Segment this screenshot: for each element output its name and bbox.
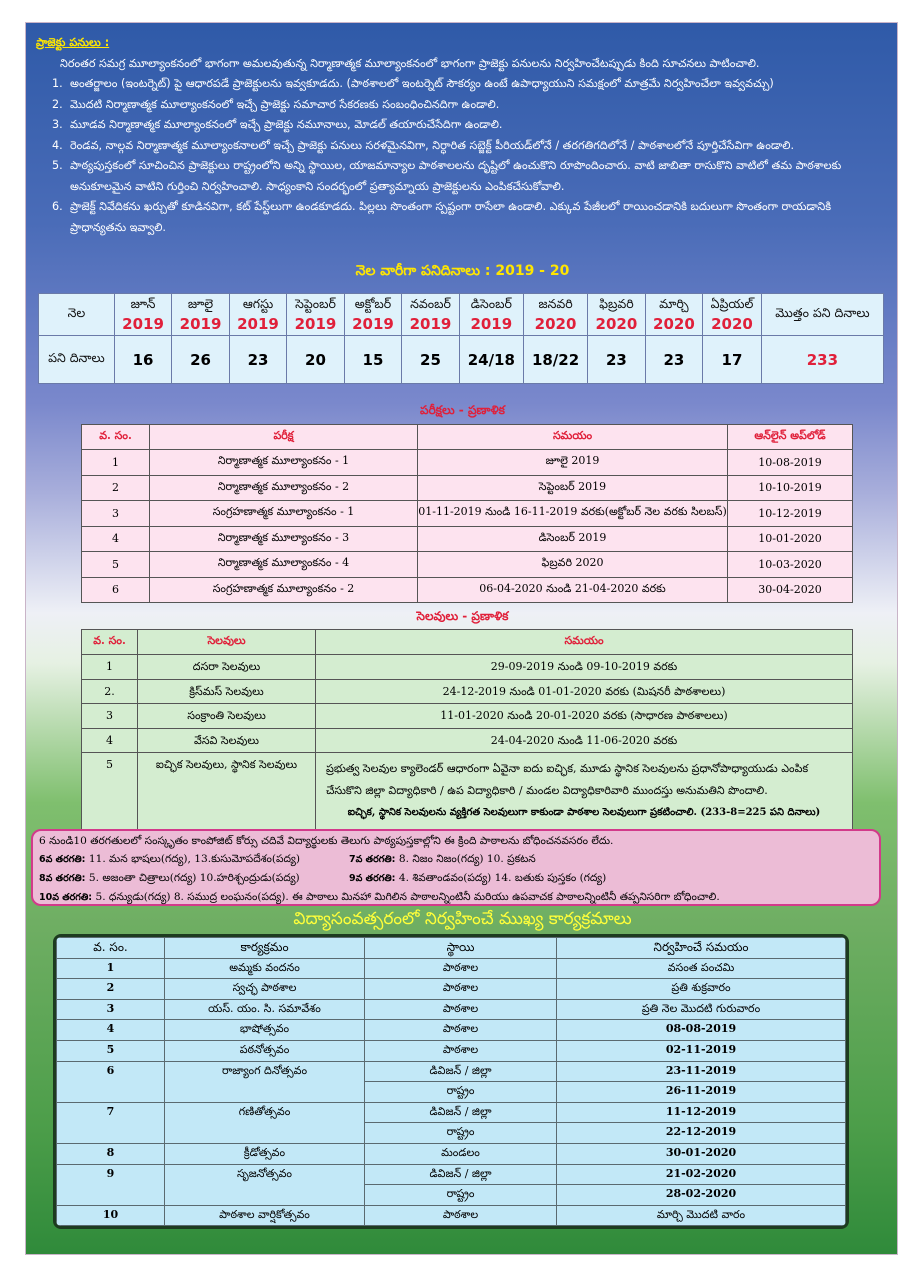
month-name: డిసెంబర్ (470, 296, 512, 311)
exams-header-cell: సమయం (418, 425, 728, 450)
exams-header-cell: పరీక్ష (150, 425, 418, 450)
month-year: 2020 (595, 315, 638, 333)
holidays-table (81, 629, 853, 830)
project-guideline-item (36, 197, 886, 238)
holiday-row (82, 753, 853, 830)
program-level: డివిజన్ / జిల్లా (365, 1164, 557, 1185)
program-number: 3 (57, 999, 165, 1020)
project-guideline-item (36, 156, 886, 197)
exams-header-cell: వ. సం. (82, 425, 150, 450)
program-number: 1 (57, 958, 165, 979)
exam-cell: 6 (82, 577, 150, 603)
workdays-title: నెల వారీగా పనిదినాలు : 2019 - 20 (355, 263, 570, 279)
holidays-header-cell: సమయం (316, 630, 853, 655)
holiday-cell: 5 (82, 753, 138, 830)
class6-lessons: 11. మన భాషలు(గద్య), 13.కుసుమోపదేశం(పద్య) (88, 853, 300, 865)
program-timing: 21-02-2020 (557, 1164, 846, 1185)
month-cell (344, 294, 401, 336)
exam-cell: 01-11-2019 నుండి 16-11-2019 వరకు(అక్టోబర్ నెల వరకు సిలబస్) (418, 501, 728, 527)
program-timing: వసంత పంచమి (557, 958, 846, 979)
holiday-cell: 4 (82, 728, 138, 753)
program-number: 8 (57, 1143, 165, 1164)
holiday-cell: సంక్రాంతి సెలవులు (138, 704, 316, 729)
month-cell (588, 294, 645, 336)
holiday-cell: 24-12-2019 నుండి 01-01-2020 వరకు (మిషనరీ పాఠశాలలు) (316, 679, 853, 704)
item-number: 2. (52, 97, 63, 111)
program-row (57, 1061, 846, 1082)
program-timing: ప్రతి నెల మొదటి గురువారం (557, 999, 846, 1020)
exam-row (82, 526, 853, 552)
month-cell (402, 294, 459, 336)
program-row (57, 1143, 846, 1164)
exam-cell: 10-03-2020 (728, 552, 853, 578)
workdays-value: 16 (114, 336, 171, 384)
exam-cell: 2 (82, 475, 150, 501)
program-level: రాష్ట్రం (365, 1185, 557, 1206)
program-timing: 11-12-2019 (557, 1102, 846, 1123)
class9-label: 9వ తరగతి: (349, 873, 396, 884)
program-timing: ప్రతి శుక్రవారం (557, 979, 846, 1000)
program-number: 4 (57, 1020, 165, 1041)
programs-header-cell: కార్యక్రమం (165, 938, 365, 959)
program-row (57, 1205, 846, 1226)
program-number: 5 (57, 1040, 165, 1061)
program-level: పాఠశాల (365, 979, 557, 1000)
month-year: 2019 (179, 315, 222, 333)
program-row (57, 999, 846, 1020)
program-level: పాఠశాల (365, 1040, 557, 1061)
month-year: 2019 (237, 315, 279, 333)
item-text: అంతర్జాలం (ఇంటర్నెట్) పై ఆధారపడే ప్రాజెక్టులను ఇవ్వకూడదు. (పాఠశాలలో ఇంటర్నెట్ సౌకర్యం ఉంటే ఉపాధ్యాయుని సమక్షంలో మాత్రమే నిర్వహించేలా ఇవ్వవచ్చు) (70, 77, 774, 90)
program-timing: 26-11-2019 (557, 1082, 846, 1103)
holiday-cell: వేసవి సెలవులు (138, 728, 316, 753)
holiday-cell: ఐచ్ఛిక సెలవులు, స్థానిక సెలవులు (138, 753, 316, 830)
exams-header-cell: ఆన్‌లైన్ అప్‌లోడ్ (728, 425, 853, 450)
exams-title: పరీక్షలు - ప్రణాళిక (420, 403, 505, 417)
program-level: డివిజన్ / జిల్లా (365, 1102, 557, 1123)
exams-header-row (82, 425, 853, 450)
workdays-value: 23 (645, 336, 702, 384)
holiday-row (82, 728, 853, 753)
item-text: రెండవ, నాల్గవ నిర్మాణాత్మక మూల్యాంకనాలలో ఇచ్చే ప్రాజెక్టు పనులు సరళమైనవిగా, నిర్ధారిత సబ్జెక్ట్ పీరియడ్‌లోనే / తరగతిగదిలోనే / పాఠశాలలోనే పూర్తిచేసేవిగా ఉండాలి. (70, 138, 795, 152)
program-level: పాఠశాల (365, 958, 557, 979)
sanskrit-note-line: 6 నుండి10 తరగతులలో సంస్కృతం కాంపోజిట్ కోర్సు చదివే విద్యార్థులకు తెలుగు పాఠ్యపుస్తకాల్లోని ఈ క్రింది పాఠాలను బోధించనవసరం లేదు. (39, 835, 614, 847)
workdays-value: 23 (588, 336, 645, 384)
holiday-cell: 29-09-2019 నుండి 09-10-2019 వరకు (316, 655, 853, 680)
workdays-value: 15 (344, 336, 401, 384)
month-year: 2020 (711, 315, 753, 333)
exam-cell: నిర్మాణాత్మక మూల్యాంకనం - 1 (150, 450, 418, 476)
holiday-cell-long (316, 753, 853, 830)
exam-cell: నిర్మాణాత్మక మూల్యాంకనం - 4 (150, 552, 418, 578)
item-number: 6. (52, 200, 63, 213)
month-cell (229, 294, 286, 336)
holidays-header-cell: వ. సం. (82, 630, 138, 655)
program-name: సృజనోత్సవం (165, 1164, 365, 1205)
month-header: నెల (39, 294, 115, 336)
program-row (57, 1102, 846, 1123)
month-name: ఏప్రియల్ (710, 296, 754, 311)
project-guidelines-list (36, 74, 886, 238)
month-cell (645, 294, 702, 336)
project-work-heading: ప్రాజెక్టు పనులు : (36, 36, 110, 49)
month-name: జనవరి (538, 296, 573, 311)
month-year: 2020 (534, 315, 577, 333)
program-timing: 28-02-2020 (557, 1185, 846, 1206)
holiday-cell: క్రిస్‌మస్ సెలవులు (138, 679, 316, 704)
month-name: సెప్టెంబర్ (295, 296, 336, 311)
exam-cell: జూలై 2019 (418, 450, 728, 476)
class6-label: 6వ తరగతి: (39, 854, 86, 865)
project-work-section (36, 33, 886, 238)
exam-row (82, 475, 853, 501)
program-level: పాఠశాల (365, 1205, 557, 1226)
program-name: గణితోత్సవం (165, 1102, 365, 1143)
program-timing: 30-01-2020 (557, 1143, 846, 1164)
program-name: క్రీడోత్సవం (165, 1143, 365, 1164)
exam-row (82, 501, 853, 527)
class8-lessons: 5. అజంతా చిత్రాలు(గద్య) 10.హరిశ్చంద్రుడు(పద్య) (88, 872, 300, 884)
program-timing: మార్చి మొదటి వారం (557, 1205, 846, 1226)
program-level: రాష్ట్రం (365, 1082, 557, 1103)
program-level: మండలం (365, 1143, 557, 1164)
exam-row (82, 450, 853, 476)
holiday-cell: 1 (82, 655, 138, 680)
holiday-cell: 24-04-2020 నుండి 11-06-2020 వరకు (316, 728, 853, 753)
exam-cell: నిర్మాణాత్మక మూల్యాంకనం - 3 (150, 526, 418, 552)
exam-cell: ఫిబ్రవరి 2020 (418, 552, 728, 578)
month-name: జూన్ (130, 296, 156, 311)
month-name: మార్చి (659, 296, 689, 311)
program-timing: 22-12-2019 (557, 1123, 846, 1144)
holiday-cell: 11-01-2020 నుండి 20-01-2020 వరకు (సాధారణ పాఠశాలలు) (316, 704, 853, 729)
programs-header-cell: నిర్వహించే సమయం (557, 938, 846, 959)
workdays-table (38, 293, 884, 384)
holiday-row (82, 655, 853, 680)
exam-row (82, 577, 853, 603)
exam-cell: డిసెంబర్ 2019 (418, 526, 728, 552)
exam-cell: 4 (82, 526, 150, 552)
program-row (57, 958, 846, 979)
item-number: 4. (52, 138, 63, 152)
month-cell (114, 294, 171, 336)
workdays-value: 23 (229, 336, 286, 384)
project-work-intro: నిరంతర సమగ్ర మూల్యాంకనంలో భాగంగా అమలవుతున్న నిర్మాణాత్మక మూల్యాంకనంలో భాగంగా ప్రాజెక్టు పనులను నిర్వహించేటప్పుడు కింది సూచనలు పాటించాలి. (60, 56, 760, 70)
total-header: మొత్తం పని దినాలు (761, 294, 883, 336)
holiday-cell: దసరా సెలవులు (138, 655, 316, 680)
exam-cell: సంగ్రహణాత్మక మూల్యాంకనం - 2 (150, 577, 418, 603)
class7-label: 7వ తరగతి: (349, 854, 396, 865)
class9-lessons: 4. శివతాండవం(పద్య) 14. బతుకు పుస్తకం (గద్య) (398, 872, 607, 884)
program-number: 6 (57, 1061, 165, 1102)
month-cell (703, 294, 762, 336)
workdays-value: 17 (703, 336, 762, 384)
project-guideline-item (36, 115, 886, 136)
project-guideline-item (36, 136, 886, 157)
programs-header-row (57, 938, 846, 959)
workdays-row-label: పని దినాలు (39, 336, 115, 384)
workdays-value: 24/18 (459, 336, 523, 384)
item-text: పాఠ్యపుస్తకంలో సూచించిన ప్రాజెక్టులు రాష్ట్రంలోని అన్ని స్థాయిల, యాజమాన్యాల పాఠశాలలను దృష్టిలో ఉంచుకొని రూపొందించారు. వాటి జాబితా రాసుకొని వాటిలో తమ పాఠశాలకు అనుకూలమైన వాటిని గుర్తించి నిర్వహించాలి. సాధ్యంకాని సందర్భంలో ప్రత్యామ్నాయ ప్రాజెక్టులను ఎంపికచేసుకోవాలి. (70, 159, 842, 193)
optional-holidays-text: ప్రభుత్వ సెలవుల క్యాలెండర్ ఆధారంగా ఏవైనా ఐదు ఐచ్ఛిక, మూడు స్థానిక సెలవులను ప్రధానోపాధ్యాయుడు ఎంపిక చేసుకొని జిల్లా విద్యాధికారి / ఉప విద్యాధికారి / మండల విద్యాధికారివారి ముందస్తు అనుమతిని పొందాలి. (326, 762, 809, 797)
holidays-header-cell: సెలవులు (138, 630, 316, 655)
holiday-cell: 3 (82, 704, 138, 729)
month-year: 2019 (122, 315, 164, 333)
month-year: 2020 (653, 315, 695, 333)
exam-row (82, 552, 853, 578)
sanskrit-note-box (31, 829, 881, 906)
exam-cell: 3 (82, 501, 150, 527)
month-cell (459, 294, 523, 336)
month-year: 2019 (294, 315, 337, 333)
month-cell (287, 294, 344, 336)
program-number: 10 (57, 1205, 165, 1226)
holiday-row (82, 679, 853, 704)
holidays-header-row (82, 630, 853, 655)
programs-table-frame (53, 934, 849, 1229)
workdays-value: 18/22 (523, 336, 587, 384)
workdays-value: 20 (287, 336, 344, 384)
month-year: 2019 (409, 315, 452, 333)
program-number: 2 (57, 979, 165, 1000)
programs-table (56, 937, 846, 1226)
month-name: జూలై (187, 296, 214, 311)
exam-cell: 10-10-2019 (728, 475, 853, 501)
total-workdays: 233 (761, 336, 883, 384)
workdays-value: 26 (172, 336, 229, 384)
program-timing: 08-08-2019 (557, 1020, 846, 1041)
program-name: యస్. యం. సి. సమావేశం (165, 999, 365, 1020)
exam-cell: 06-04-2020 నుండి 21-04-2020 వరకు (418, 577, 728, 603)
exam-cell: నిర్మాణాత్మక మూల్యాంకనం - 2 (150, 475, 418, 501)
exam-cell: 10-01-2020 (728, 526, 853, 552)
class10-label: 10వ తరగతి: (39, 892, 93, 903)
exams-table (81, 424, 853, 603)
holidays-title: సెలవులు - ప్రణాళిక (416, 609, 509, 623)
month-year: 2019 (470, 315, 513, 333)
program-level: రాష్ట్రం (365, 1123, 557, 1144)
item-number: 3. (52, 118, 63, 131)
program-name: భాషోత్సవం (165, 1020, 365, 1041)
program-timing: 02-11-2019 (557, 1040, 846, 1061)
item-number: 1. (52, 77, 63, 90)
class8-label: 8వ తరగతి: (39, 873, 86, 884)
project-guideline-item (36, 95, 886, 116)
programs-header-cell: స్థాయి (365, 938, 557, 959)
exam-cell: 30-04-2020 (728, 577, 853, 603)
exam-cell: 10-12-2019 (728, 501, 853, 527)
exam-cell: 10-08-2019 (728, 450, 853, 476)
calendar-page (25, 22, 898, 1255)
program-level: డివిజన్ / జిల్లా (365, 1061, 557, 1082)
program-name: పాఠశాల వార్షికోత్సవం (165, 1205, 365, 1226)
month-name: ఫిబ్రవరి (599, 296, 634, 311)
program-number: 7 (57, 1102, 165, 1143)
program-level: పాఠశాల (365, 1020, 557, 1041)
holiday-row (82, 704, 853, 729)
item-number: 5. (52, 159, 63, 172)
month-name: ఆగస్టు (242, 296, 274, 311)
optional-holidays-note: ఐచ్ఛిక, స్థానిక సెలవులను వ్యక్తిగత సెలవులుగా కాకుండా పాఠశాల సెలవులుగా ప్రకటించాలి. (233-8=225 పని దినాలు) (347, 807, 821, 818)
programs-title: విద్యాసంవత్సరంలో నిర్వహించే ముఖ్య కార్యక్రమాలు (293, 909, 632, 929)
program-name: పఠనోత్సవం (165, 1040, 365, 1061)
program-timing: 23-11-2019 (557, 1061, 846, 1082)
item-text: మొదటి నిర్మాణాత్మక మూల్యాంకనంలో ఇచ్చే ప్రాజెక్టు సమాచార సేకరణకు సంబంధించినదిగా ఉండాలి. (70, 97, 500, 111)
holiday-cell: 2. (82, 679, 138, 704)
program-name: స్వచ్ఛ పాఠశాల (165, 979, 365, 1000)
exam-cell: సంగ్రహణాత్మక మూల్యాంకనం - 1 (150, 501, 418, 527)
item-text: మూడవ నిర్మాణాత్మక మూల్యాంకనంలో ఇచ్చే ప్రాజెక్టు నమూనాలు, మోడల్ తయారుచేసేదిగా ఉండాలి. (70, 118, 503, 131)
class10-lessons: 5. ధన్యుడు(గద్య) 8. సముద్ర లంఘనం(పద్య). ఈ పాఠాలు మినహా మిగిలిన పాఠాలన్నింటినీ మరియు ఉపవాచక పాఠాలన్నింటినీ తప్పనిసరిగా బోధించాలి. (95, 891, 720, 903)
exam-cell: 5 (82, 552, 150, 578)
month-name: నవంబర్ (410, 296, 451, 311)
exam-cell: 1 (82, 450, 150, 476)
program-row (57, 979, 846, 1000)
item-text: ప్రాజెక్ట్ నివేదికను ఖర్చుతో కూడినవిగా, కట్ పేస్ట్‌లుగా ఉండకూడదు. పిల్లలు సొంతంగా స్పష్టంగా రాసేలా ఉండాలి. ఎక్కువ పేజీలలో రాయించడానికి బదులుగా సొంతంగా రాయడానికి ప్రాధాన్యతను ఇవ్వాలి. (70, 200, 832, 234)
month-cell (523, 294, 587, 336)
program-level: పాఠశాల (365, 999, 557, 1020)
project-guideline-item (36, 74, 886, 95)
month-year: 2019 (352, 315, 394, 333)
program-name: అమ్మకు వందనం (165, 958, 365, 979)
program-number: 9 (57, 1164, 165, 1205)
month-cell (172, 294, 229, 336)
program-name: రాజ్యాంగ దినోత్సవం (165, 1061, 365, 1102)
program-row (57, 1164, 846, 1185)
program-row (57, 1040, 846, 1061)
workdays-value: 25 (402, 336, 459, 384)
month-name: అక్టోబర్ (354, 296, 392, 311)
class7-lessons: 8. నిజం నిజం(గద్య) 10. ప్రకటన (398, 853, 536, 865)
program-row (57, 1020, 846, 1041)
exam-cell: సెప్టెంబర్ 2019 (418, 475, 728, 501)
programs-header-cell: వ. సం. (57, 938, 165, 959)
